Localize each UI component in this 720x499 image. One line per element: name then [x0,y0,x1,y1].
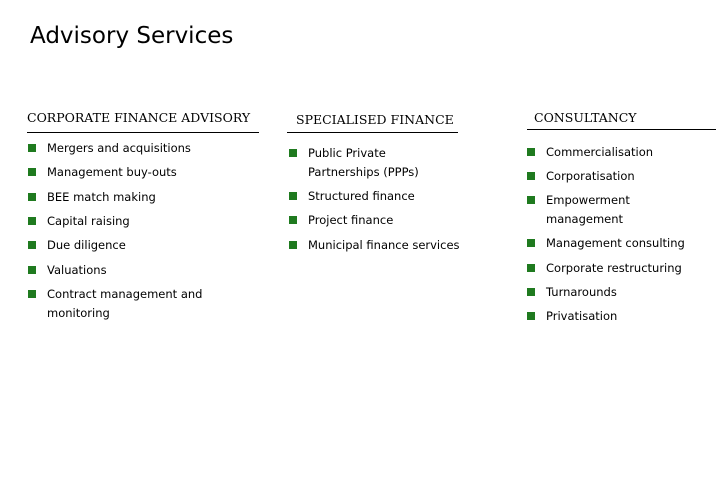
list-item [28,139,267,158]
column-heading-corporate-finance: CORPORATE FINANCE ADVISORY [27,110,251,125]
square-bullet-icon [527,172,535,180]
square-bullet-icon [289,241,297,249]
list-item-label: Privatisation [546,309,618,323]
square-bullet-icon [527,196,535,204]
list-item-label: Capital raising [47,214,130,228]
list-item [289,211,488,230]
list-item-label: Management consulting [546,236,685,250]
list-item [527,307,720,326]
list-item [527,167,720,186]
list-item [28,236,267,255]
list-item [289,187,488,206]
square-bullet-icon [527,148,535,156]
square-bullet-icon [527,264,535,272]
list-item-label: Management buy-outs [47,165,177,179]
list-item-label: Contract management and monitoring [47,287,203,320]
square-bullet-icon [28,193,36,201]
list-item [527,283,720,302]
list-item [28,285,212,323]
list-item [527,191,656,229]
column-heading-consultancy: CONSULTANCY [534,110,637,125]
list-item [28,212,267,231]
list-item [527,234,720,253]
list-item-label: Public Private Partnerships (PPPs) [308,146,419,179]
square-bullet-icon [28,241,36,249]
list-item-label: Corporate restructuring [546,261,682,275]
square-bullet-icon [527,288,535,296]
square-bullet-icon [527,312,535,320]
list-item-label: Mergers and acquisitions [47,141,191,155]
column-heading-specialised-finance: SPECIALISED FINANCE [296,112,454,127]
square-bullet-icon [28,168,36,176]
square-bullet-icon [28,217,36,225]
list-item [289,144,433,182]
square-bullet-icon [28,290,36,298]
list-item-label: Due diligence [47,238,126,252]
list-item-label: Empowerment management [546,193,630,226]
column-divider [287,132,458,133]
square-bullet-icon [28,144,36,152]
column-divider [527,129,716,130]
list-item [527,259,720,278]
list-item [527,143,720,162]
square-bullet-icon [289,192,297,200]
list-item-label: BEE match making [47,190,156,204]
square-bullet-icon [289,149,297,157]
list-item-label: Municipal finance services [308,238,460,252]
list-item-label: Valuations [47,263,107,277]
square-bullet-icon [28,266,36,274]
list-item-label: Commercialisation [546,145,654,159]
list-item-label: Project finance [308,213,394,227]
square-bullet-icon [527,239,535,247]
square-bullet-icon [289,216,297,224]
list-item-label: Turnarounds [546,285,617,299]
list-item-label: Corporatisation [546,169,635,183]
list-item [289,236,508,255]
page-title: Advisory Services [30,23,234,49]
list-item [28,188,267,207]
list-item-label: Structured finance [308,189,415,203]
column-divider [27,132,259,133]
list-item [28,261,267,280]
list-item [28,163,267,182]
